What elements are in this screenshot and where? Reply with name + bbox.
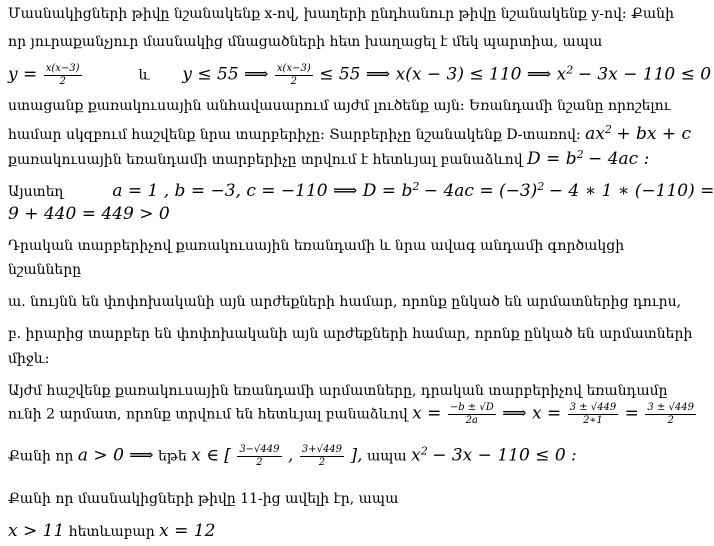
formula-line: Այստեղ a = 1 , b = −3, c = −110 ⟹ $D = b^2 - 4ac = (-3)^2 - 4$ ∗ 1 ∗ (−110) = <box>8 180 714 201</box>
text-line: քառակուսային եռանդամի տարբերիչը տրվում է հետևյալ բանաձևով $D = b^2 - 4ac$ : <box>8 148 650 169</box>
text-line: Այժմ հաշվենք քառակուսային եռանդամի արմատները, դրական տարբերիչով եռանդամը <box>8 383 668 399</box>
formula-line: Քանի որ a > 0 ⟹ եթե x ∈ [ $\frac{3-√449}{2}$ , $\frac{3+√449}{2}$ ], ապա $x^2 - 3x - 110 \le 0$ : <box>8 444 577 468</box>
text-line: նշանները <box>8 262 82 278</box>
text-line: Քանի որ մասնակիցների թիվը 11-ից ավելի էր, ապա <box>8 491 399 507</box>
text-line: Մասնակիցների թիվը նշանակենք x-ով, խաղերի ընդհանուր թիվը նշանակենք y-ով: Քանի <box>8 6 674 22</box>
formula-line: y = $\frac{x(x-3)}{2}$ և y ≤ 55 ⟹ $\frac{x(x-3)}{2}$ ≤ 55 ⟹ x(x − 3) ≤ 110 ⟹ $x^2 - 3x - 110 \le 0$ <box>8 63 712 87</box>
formula-line: x > 11 հետևաբար x = 12 <box>8 521 216 541</box>
text-line: Դրական տարբերիչով քառակուսային եռանդամի և նրա ավագ անդամի գործակցի <box>8 238 625 254</box>
text-line: որ յուրաքանչյուր մասնակից մնացածների հետ խաղացել է մեկ պարտիա, ապա <box>8 34 603 50</box>
formula-line: ունի 2 արմատ, որոնք տրվում են հետևյալ բանաձևով x = $\frac{-b \pm √D}{2a}$ ⟹ x = $\frac{3 \pm √449}{2∗1}$ = $\frac{3 \pm √449}{2}$ <box>8 402 694 426</box>
text-line: միջև: <box>8 351 50 367</box>
text-line: համար սկզբում հաշվենք նրա տարբերիչը: Տարբերիչը նշանակենք D-տառով: $ax^2$ + bx + c <box>8 123 692 144</box>
formula-line: 9 + 440 = 449 > 0 <box>8 204 170 224</box>
text-line: ստացանք քառակուսային անհավասարում այժմ լուծենք այն: Եռանդամի նշանը որոշելու <box>8 98 671 114</box>
text-line: ա. նույնն են փոփոխականի այն արժեքների համար, որոնք ընկած են արմատներից դուրս, <box>8 294 682 310</box>
text-line: բ. իրարից տարբեր են փոփոխականի այն արժեքների համար, որոնք ընկած են արմատների <box>8 326 693 342</box>
